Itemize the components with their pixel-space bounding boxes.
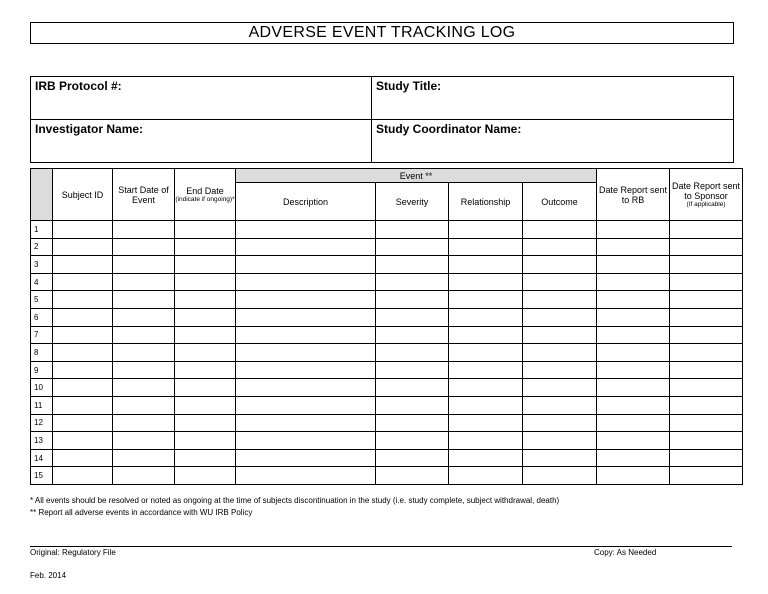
table-cell[interactable] (523, 326, 597, 344)
table-cell[interactable] (376, 221, 449, 239)
table-row (31, 238, 743, 256)
table-cell[interactable] (670, 326, 743, 344)
table-cell[interactable] (597, 326, 670, 344)
table-row (31, 291, 743, 309)
table-cell[interactable] (523, 344, 597, 362)
end-date-header (175, 169, 236, 221)
table-row (31, 326, 743, 344)
table-cell[interactable] (53, 467, 113, 485)
table-cell[interactable] (670, 238, 743, 256)
table-cell[interactable] (53, 238, 113, 256)
table-cell[interactable] (597, 414, 670, 432)
table-cell[interactable] (175, 326, 236, 344)
table-cell[interactable] (236, 379, 376, 397)
table-cell[interactable] (376, 273, 449, 291)
table-cell[interactable] (449, 291, 523, 309)
coordinator-name-field[interactable] (372, 120, 734, 163)
table-cell[interactable] (597, 449, 670, 467)
footer-date: Feb. 2014 (30, 571, 67, 580)
table-cell[interactable] (113, 326, 175, 344)
date-irb-header: Date Report sent to RB (597, 169, 670, 221)
row-number: 14 (31, 449, 53, 467)
table-cell[interactable] (449, 467, 523, 485)
investigator-name-field[interactable] (31, 120, 372, 163)
table-cell[interactable] (175, 344, 236, 362)
table-cell[interactable] (175, 379, 236, 397)
table-cell[interactable] (113, 256, 175, 274)
table-cell[interactable] (53, 396, 113, 414)
table-cell[interactable] (113, 291, 175, 309)
table-cell[interactable] (597, 361, 670, 379)
table-cell[interactable] (449, 326, 523, 344)
relationship-header: Relationship (449, 183, 523, 221)
coordinator-name-label: Study Coordinator Name: (376, 122, 522, 136)
table-cell[interactable] (523, 238, 597, 256)
table-cell[interactable] (113, 273, 175, 291)
table-cell[interactable] (376, 414, 449, 432)
table-cell[interactable] (175, 396, 236, 414)
table-cell[interactable] (113, 221, 175, 239)
table-cell[interactable] (236, 432, 376, 450)
row-number: 6 (31, 308, 53, 326)
table-cell[interactable] (113, 467, 175, 485)
table-cell[interactable] (670, 256, 743, 274)
irb-protocol-field[interactable] (31, 77, 372, 120)
severity-header: Severity (376, 183, 449, 221)
table-cell[interactable] (236, 256, 376, 274)
table-cell[interactable] (236, 221, 376, 239)
table-cell[interactable] (670, 221, 743, 239)
table-cell[interactable] (449, 449, 523, 467)
table-cell[interactable] (597, 256, 670, 274)
table-cell[interactable] (113, 396, 175, 414)
table-cell[interactable] (53, 256, 113, 274)
table-cell[interactable] (597, 291, 670, 309)
table-cell[interactable] (523, 256, 597, 274)
table-cell[interactable] (175, 221, 236, 239)
footer-divider (30, 546, 732, 547)
table-cell[interactable] (523, 291, 597, 309)
footer-original: Original: Regulatory File (30, 548, 116, 557)
table-cell[interactable] (113, 432, 175, 450)
outcome-header: Outcome (523, 183, 597, 221)
table-cell[interactable] (597, 273, 670, 291)
event-log-body (31, 221, 743, 485)
table-cell[interactable] (523, 414, 597, 432)
row-number: 4 (31, 273, 53, 291)
table-cell[interactable] (523, 432, 597, 450)
table-cell[interactable] (236, 396, 376, 414)
table-cell[interactable] (236, 308, 376, 326)
row-number: 7 (31, 326, 53, 344)
form-title: ADVERSE EVENT TRACKING LOG (30, 22, 734, 44)
event-log-table (30, 168, 743, 485)
table-cell[interactable] (175, 414, 236, 432)
row-number: 8 (31, 344, 53, 362)
row-number: 1 (31, 221, 53, 239)
row-number: 10 (31, 379, 53, 397)
table-cell[interactable] (236, 326, 376, 344)
table-cell[interactable] (53, 221, 113, 239)
table-cell[interactable] (175, 291, 236, 309)
row-number: 12 (31, 414, 53, 432)
table-cell[interactable] (449, 308, 523, 326)
table-cell[interactable] (236, 344, 376, 362)
table-cell[interactable] (113, 379, 175, 397)
table-cell[interactable] (449, 432, 523, 450)
table-row (31, 396, 743, 414)
table-cell[interactable] (449, 361, 523, 379)
irb-protocol-label: IRB Protocol #: (35, 79, 122, 93)
date-sponsor-note: (If applicable) (686, 201, 726, 208)
table-cell[interactable] (175, 467, 236, 485)
footer-copy: Copy: As Needed (594, 548, 657, 557)
table-cell[interactable] (113, 308, 175, 326)
table-cell[interactable] (670, 291, 743, 309)
table-cell[interactable] (236, 361, 376, 379)
table-cell[interactable] (376, 238, 449, 256)
table-cell[interactable] (53, 291, 113, 309)
table-cell[interactable] (376, 396, 449, 414)
study-title-label: Study Title: (376, 79, 442, 93)
table-row (31, 467, 743, 485)
study-info-table (30, 76, 734, 163)
table-cell[interactable] (376, 379, 449, 397)
row-number: 13 (31, 432, 53, 450)
table-cell[interactable] (376, 449, 449, 467)
table-cell[interactable] (523, 396, 597, 414)
table-cell[interactable] (597, 432, 670, 450)
table-cell[interactable] (236, 449, 376, 467)
table-cell[interactable] (113, 414, 175, 432)
table-cell[interactable] (670, 344, 743, 362)
table-cell[interactable] (670, 467, 743, 485)
table-row (31, 414, 743, 432)
table-cell[interactable] (376, 361, 449, 379)
table-cell[interactable] (523, 221, 597, 239)
table-cell[interactable] (236, 414, 376, 432)
table-cell[interactable] (175, 256, 236, 274)
table-cell[interactable] (449, 414, 523, 432)
table-cell[interactable] (523, 449, 597, 467)
table-cell[interactable] (597, 308, 670, 326)
investigator-name-label: Investigator Name: (35, 122, 144, 136)
table-cell[interactable] (376, 432, 449, 450)
table-cell[interactable] (597, 221, 670, 239)
table-cell[interactable] (53, 344, 113, 362)
table-cell[interactable] (113, 361, 175, 379)
date-sponsor-label: Date Report sent to Sponsor (672, 181, 741, 201)
row-number: 2 (31, 238, 53, 256)
table-cell[interactable] (449, 273, 523, 291)
table-row (31, 449, 743, 467)
table-cell[interactable] (376, 326, 449, 344)
footnote-1: * All events should be resolved or noted as ongoing at the time of subjects discontinuation in the study (i.e. study complete, subject withdrawal, death) (30, 496, 560, 505)
table-cell[interactable] (376, 344, 449, 362)
row-number: 5 (31, 291, 53, 309)
table-cell[interactable] (670, 449, 743, 467)
table-row (31, 221, 743, 239)
table-cell[interactable] (113, 449, 175, 467)
subject-id-header: Subject ID (53, 169, 113, 221)
event-group-header: Event ** (236, 169, 597, 183)
table-cell[interactable] (670, 308, 743, 326)
table-cell[interactable] (670, 432, 743, 450)
table-cell[interactable] (449, 379, 523, 397)
table-cell[interactable] (376, 467, 449, 485)
table-cell[interactable] (597, 467, 670, 485)
table-cell[interactable] (670, 379, 743, 397)
table-cell[interactable] (597, 379, 670, 397)
table-cell[interactable] (376, 308, 449, 326)
table-cell[interactable] (236, 467, 376, 485)
table-cell[interactable] (376, 291, 449, 309)
table-cell[interactable] (523, 379, 597, 397)
table-cell[interactable] (236, 291, 376, 309)
table-cell[interactable] (236, 238, 376, 256)
row-number: 15 (31, 467, 53, 485)
table-cell[interactable] (175, 361, 236, 379)
table-row (31, 308, 743, 326)
study-title-field[interactable] (372, 77, 734, 120)
table-cell[interactable] (523, 467, 597, 485)
table-cell[interactable] (53, 273, 113, 291)
table-row (31, 256, 743, 274)
table-row (31, 379, 743, 397)
table-cell[interactable] (113, 344, 175, 362)
table-row (31, 361, 743, 379)
end-date-label: End Date (186, 186, 224, 196)
table-cell[interactable] (449, 238, 523, 256)
row-number: 3 (31, 256, 53, 274)
table-cell[interactable] (175, 273, 236, 291)
table-cell[interactable] (670, 414, 743, 432)
date-sponsor-header (670, 169, 743, 221)
table-cell[interactable] (236, 273, 376, 291)
table-cell[interactable] (597, 238, 670, 256)
table-cell[interactable] (175, 238, 236, 256)
table-cell[interactable] (449, 396, 523, 414)
table-cell[interactable] (175, 432, 236, 450)
table-cell[interactable] (523, 273, 597, 291)
table-cell[interactable] (53, 379, 113, 397)
row-number-header (31, 169, 53, 221)
description-header: Description (236, 183, 376, 221)
table-cell[interactable] (670, 273, 743, 291)
start-date-header: Start Date of Event (113, 169, 175, 221)
table-cell[interactable] (523, 308, 597, 326)
table-cell[interactable] (53, 361, 113, 379)
row-number: 9 (31, 361, 53, 379)
table-cell[interactable] (449, 221, 523, 239)
table-cell[interactable] (597, 396, 670, 414)
table-cell[interactable] (597, 344, 670, 362)
end-date-note: (indicate if ongoing)* (175, 196, 235, 203)
table-cell[interactable] (449, 256, 523, 274)
footnote-2: ** Report all adverse events in accordance with WU IRB Policy (30, 508, 253, 517)
row-number: 11 (31, 396, 53, 414)
table-cell[interactable] (53, 414, 113, 432)
table-cell[interactable] (175, 308, 236, 326)
table-cell[interactable] (53, 432, 113, 450)
table-cell[interactable] (175, 449, 236, 467)
table-row (31, 344, 743, 362)
table-cell[interactable] (53, 326, 113, 344)
table-cell[interactable] (376, 256, 449, 274)
table-row (31, 273, 743, 291)
table-cell[interactable] (449, 344, 523, 362)
table-cell[interactable] (670, 361, 743, 379)
table-cell[interactable] (670, 396, 743, 414)
table-cell[interactable] (113, 238, 175, 256)
table-row (31, 432, 743, 450)
table-cell[interactable] (523, 361, 597, 379)
table-cell[interactable] (53, 449, 113, 467)
table-cell[interactable] (53, 308, 113, 326)
